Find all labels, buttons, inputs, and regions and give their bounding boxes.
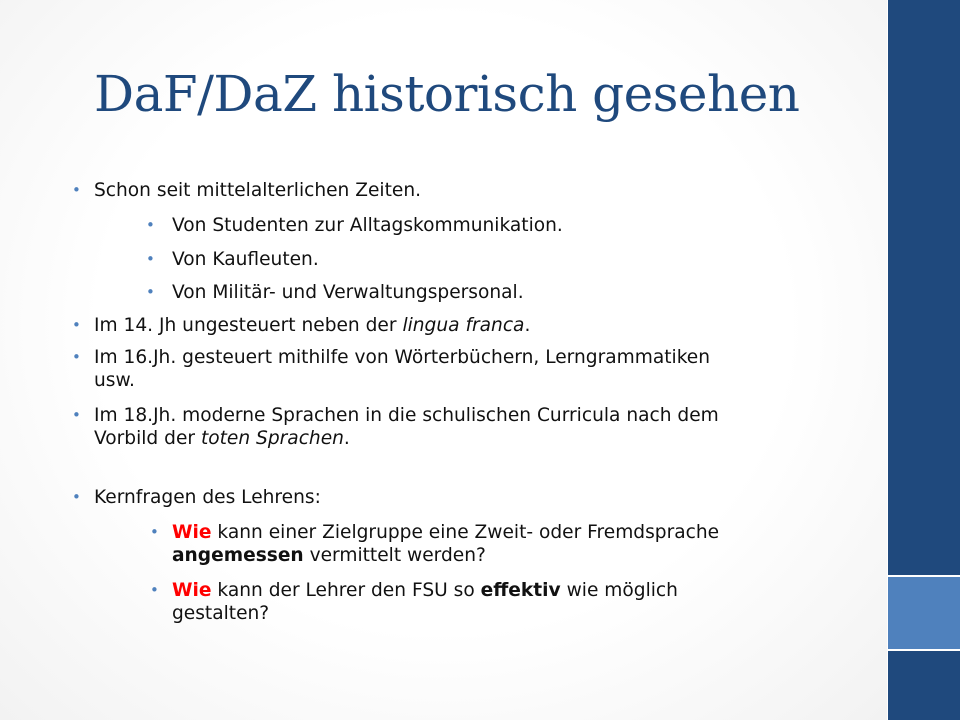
- bullet-icon: •: [150, 523, 159, 541]
- text-run: kann einer Zielgruppe eine Zweit- oder Fremdsprache: [211, 522, 720, 543]
- text-run: Vorbild der: [94, 428, 201, 449]
- bullet-text-line: Im 16.Jh. gesteuert mithilfe von Wörterbüchern, Lerngrammatiken: [94, 347, 711, 368]
- sub-bullet-text-line: [172, 578, 678, 603]
- bullet-icon: •: [72, 406, 81, 424]
- bullet-icon: •: [72, 316, 81, 334]
- sub-bullet-text-line: gestalten?: [172, 603, 270, 624]
- text-run: wie möglich: [560, 580, 678, 601]
- bullet-icon: •: [72, 348, 81, 366]
- text-run: kann der Lehrer den FSU so: [211, 580, 481, 601]
- bold-term: angemessen: [172, 545, 304, 566]
- bold-term: effektiv: [480, 580, 561, 601]
- sub-bullet-text-line: [172, 520, 719, 545]
- side-rail-bottom: [888, 651, 960, 720]
- text-run: vermittelt werden?: [303, 545, 486, 566]
- side-rail-accent: [888, 577, 960, 649]
- sub-bullet-text: Von Studenten zur Alltagskommunikation.: [172, 215, 563, 236]
- bullet-text-line: usw.: [94, 370, 135, 391]
- bullet-text: Kernfragen des Lehrens:: [94, 487, 321, 508]
- bullet-text-line: Im 18.Jh. moderne Sprachen in die schulischen Curricula nach dem: [94, 405, 719, 426]
- sub-bullet-text: Von Militär- und Verwaltungspersonal.: [172, 282, 524, 303]
- highlight-word: Wie: [172, 522, 212, 543]
- bullet-icon: •: [72, 181, 81, 199]
- bullet-icon: •: [146, 250, 155, 268]
- bullet-text: Schon seit mittelalterlichen Zeiten.: [94, 180, 422, 201]
- highlight-word: Wie: [172, 580, 212, 601]
- bullet-text-line: [94, 426, 350, 451]
- slide-title: DaF/DaZ historisch gesehen: [94, 65, 800, 123]
- bullet-icon: •: [146, 216, 155, 234]
- bullet-icon: •: [150, 581, 159, 599]
- text-run: .: [524, 315, 531, 336]
- text-run: Im 14. Jh ungesteuert neben der: [94, 315, 403, 336]
- sub-bullet-text: Von Kaufleuten.: [172, 249, 319, 270]
- bullet-icon: •: [72, 488, 81, 506]
- sub-bullet-text-line: [172, 543, 486, 568]
- text-run: .: [343, 428, 350, 449]
- bullet-text: [94, 313, 530, 338]
- italic-term: lingua franca: [402, 315, 525, 336]
- bullet-icon: •: [146, 283, 155, 301]
- side-rail-top: [888, 0, 960, 575]
- italic-term: toten Sprachen: [200, 428, 344, 449]
